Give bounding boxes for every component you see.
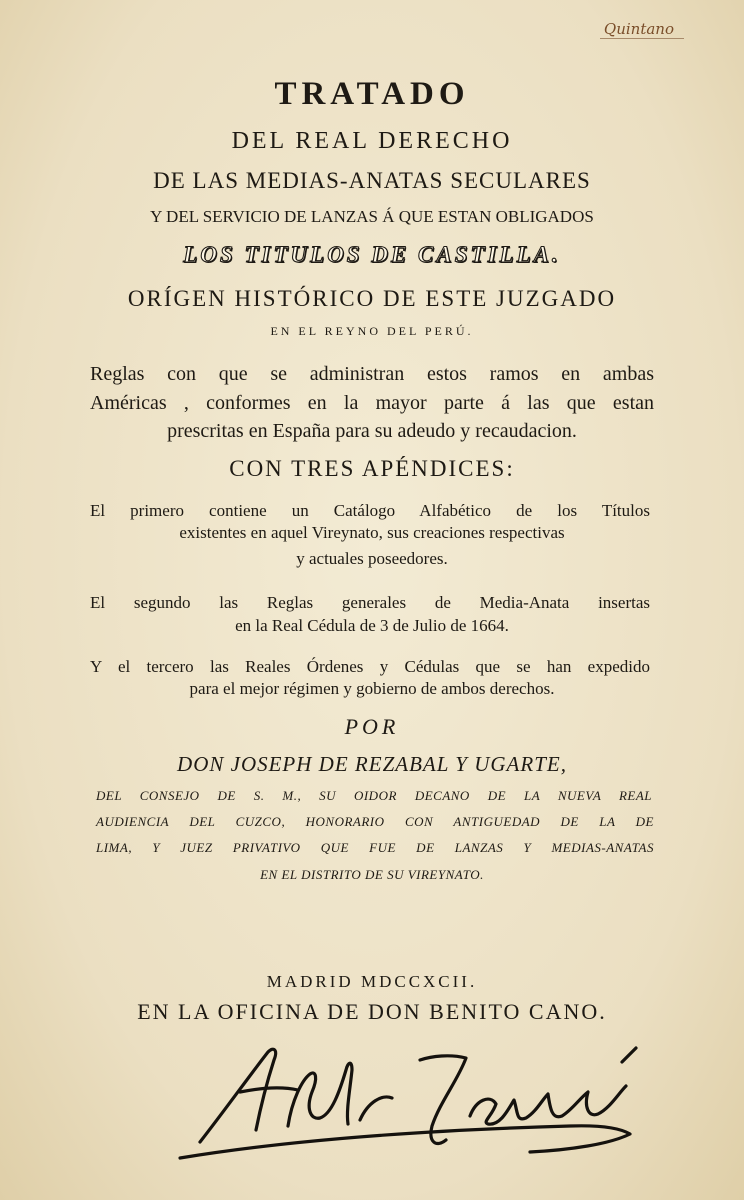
handwritten-signature-icon [170,1030,670,1170]
reglas-line-3: prescritas en España para su adeudo y recaudacion. [167,420,577,442]
author-name: DON JOSEPH DE REZABAL Y UGARTE, [177,752,567,776]
title-line-6: ORÍGEN HISTÓRICO DE ESTE JUZGADO [127,286,617,311]
primero-line-3: y actuales poseedores. [296,549,448,568]
author-credentials-line-2: AUDIENCIA DEL CUZCO, HONORARIO CON ANTIGUEDAD DE LA DE [96,814,654,829]
primero-line-1: El primero contiene un Catálogo Alfabético de los Títulos [90,501,650,520]
primero-line-2: existentes en aquel Vireynato, sus creaciones respectivas [179,523,565,542]
tercero-line-1: Y el tercero las Reales Órdenes y Cédulas que se han expedido [90,657,650,676]
title-line-2: DEL REAL DERECHO [231,128,513,154]
segundo-line-2: en la Real Cédula de 3 de Julio de 1664. [235,616,509,635]
reglas-line-1: Reglas con que se administran estos ramos en ambas [90,363,654,385]
annotation-underline [600,38,684,39]
author-credentials-line-1: DEL CONSEJO DE S. M., SU OIDOR DECANO DE LA NUEVA REAL [96,788,652,803]
handwritten-annotation: Quintano [603,20,674,38]
title-line-3: DE LAS MEDIAS-ANATAS SECULARES [153,168,591,193]
segundo-paragraph [90,590,650,615]
primero-paragraph [90,498,650,523]
title-line-7: EN EL REYNO DEL PERÚ. [270,324,474,338]
imprint-place-year: MADRID MDCCXCII. [266,972,478,991]
title-main: TRATADO [274,76,470,112]
tercero-paragraph [90,654,650,679]
title-line-5-decorative: LOS TITULOS DE CASTILLA. [183,242,561,267]
title-line-4: Y DEL SERVICIO DE LANZAS Á QUE ESTAN OBLIGADOS [150,207,594,226]
apendices-heading: CON TRES APÉNDICES: [229,456,515,481]
reglas-line-2: Américas , conformes en la mayor parte á las que estan [90,392,654,414]
tercero-line-2: para el mejor régimen y gobierno de ambos derechos. [189,679,555,698]
author-credentials-line-4: EN EL DISTRITO DE SU VIREYNATO. [260,867,484,882]
segundo-line-1: El segundo las Reglas generales de Media-Anata insertas [90,593,650,612]
author-credentials-line-3: LIMA, Y JUEZ PRIVATIVO QUE FUE DE LANZAS Y MEDIAS-ANATAS [96,840,654,855]
imprint-printer: EN LA OFICINA DE DON BENITO CANO. [137,999,607,1024]
author-por: POR [344,714,400,739]
reglas-paragraph [90,360,654,418]
